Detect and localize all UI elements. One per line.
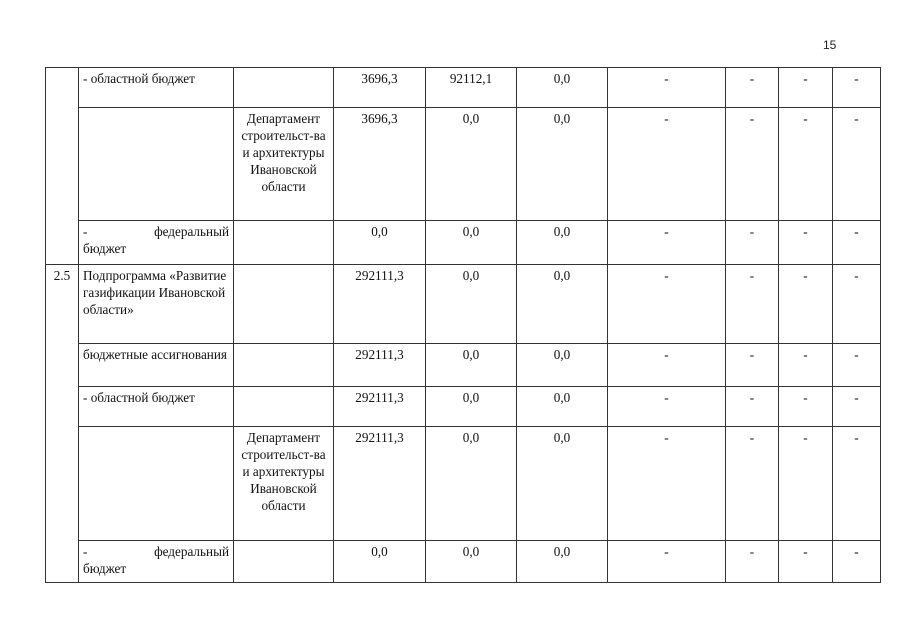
value-cell: 292111,3 xyxy=(334,265,426,344)
executor-cell: Департамент строительст-ва и архитектуры Ивановской области xyxy=(234,108,334,221)
table-row xyxy=(46,427,881,541)
value-cell: - xyxy=(833,427,881,541)
value-cell: - xyxy=(833,108,881,221)
value-cell: 0,0 xyxy=(426,265,517,344)
value-cell: - xyxy=(779,108,833,221)
value-cell: 0,0 xyxy=(517,387,608,427)
source-name: Подпрограмма «Развитие газификации Ивановской области» xyxy=(79,265,234,344)
value-cell: 0,0 xyxy=(426,541,517,583)
value-cell: - xyxy=(833,265,881,344)
value-cell: 0,0 xyxy=(426,387,517,427)
value-cell: - xyxy=(726,344,779,387)
value-cell: 0,0 xyxy=(517,427,608,541)
page-number: 15 xyxy=(823,38,837,52)
value-cell: - xyxy=(779,541,833,583)
value-cell: 0,0 xyxy=(426,344,517,387)
source-name xyxy=(79,541,234,583)
value-cell: 0,0 xyxy=(517,265,608,344)
value-cell: - xyxy=(779,427,833,541)
value-cell: - xyxy=(726,541,779,583)
value-cell: - xyxy=(608,265,726,344)
value-cell: 3696,3 xyxy=(334,68,426,108)
source-name: - областной бюджет xyxy=(79,68,234,108)
value-cell: 0,0 xyxy=(334,541,426,583)
value-cell: - xyxy=(726,108,779,221)
executor-cell xyxy=(234,541,334,583)
value-cell: - xyxy=(726,265,779,344)
value-cell: 292111,3 xyxy=(334,427,426,541)
value-cell: 0,0 xyxy=(426,221,517,265)
table-row xyxy=(46,387,881,427)
value-cell: 292111,3 xyxy=(334,344,426,387)
value-cell: - xyxy=(726,387,779,427)
value-cell: - xyxy=(608,108,726,221)
value-cell: 0,0 xyxy=(517,108,608,221)
source-name xyxy=(79,221,234,265)
value-cell: - xyxy=(833,387,881,427)
source-name xyxy=(79,427,234,541)
value-cell: - xyxy=(833,344,881,387)
value-cell: - xyxy=(726,221,779,265)
source-name-line: - федеральный xyxy=(83,544,229,559)
value-cell: 92112,1 xyxy=(426,68,517,108)
source-name-line: - федеральный xyxy=(83,224,229,239)
budget-table xyxy=(45,67,881,583)
value-cell: - xyxy=(779,68,833,108)
table-row xyxy=(46,265,881,344)
value-cell: 0,0 xyxy=(426,427,517,541)
value-cell: 0,0 xyxy=(517,344,608,387)
value-cell: - xyxy=(833,68,881,108)
value-cell: 0,0 xyxy=(517,68,608,108)
value-cell: 292111,3 xyxy=(334,387,426,427)
value-cell: 3696,3 xyxy=(334,108,426,221)
value-cell: - xyxy=(779,265,833,344)
table-row xyxy=(46,541,881,583)
executor-cell xyxy=(234,387,334,427)
value-cell: - xyxy=(608,68,726,108)
table-row xyxy=(46,68,881,108)
value-cell: - xyxy=(608,221,726,265)
value-cell: - xyxy=(779,221,833,265)
executor-cell xyxy=(234,68,334,108)
table-row xyxy=(46,344,881,387)
source-name: бюджетные ассигнования xyxy=(79,344,234,387)
row-number-cell: 2.5 xyxy=(46,265,79,583)
source-name-line: бюджет xyxy=(83,561,127,576)
value-cell: - xyxy=(608,541,726,583)
source-name: - областной бюджет xyxy=(79,387,234,427)
executor-cell: Департамент строительст-ва и архитектуры Ивановской области xyxy=(234,427,334,541)
source-name-line: бюджет xyxy=(83,241,127,256)
value-cell: - xyxy=(726,68,779,108)
value-cell: - xyxy=(779,387,833,427)
value-cell: - xyxy=(833,541,881,583)
value-cell: - xyxy=(833,221,881,265)
value-cell: 0,0 xyxy=(334,221,426,265)
value-cell: - xyxy=(726,427,779,541)
value-cell: - xyxy=(608,387,726,427)
row-number-cell xyxy=(46,68,79,265)
value-cell: - xyxy=(608,344,726,387)
value-cell: 0,0 xyxy=(517,541,608,583)
table-row xyxy=(46,108,881,221)
table-row xyxy=(46,221,881,265)
source-name xyxy=(79,108,234,221)
value-cell: - xyxy=(779,344,833,387)
executor-cell xyxy=(234,221,334,265)
value-cell: 0,0 xyxy=(517,221,608,265)
value-cell: 0,0 xyxy=(426,108,517,221)
executor-cell xyxy=(234,265,334,344)
executor-cell xyxy=(234,344,334,387)
value-cell: - xyxy=(608,427,726,541)
